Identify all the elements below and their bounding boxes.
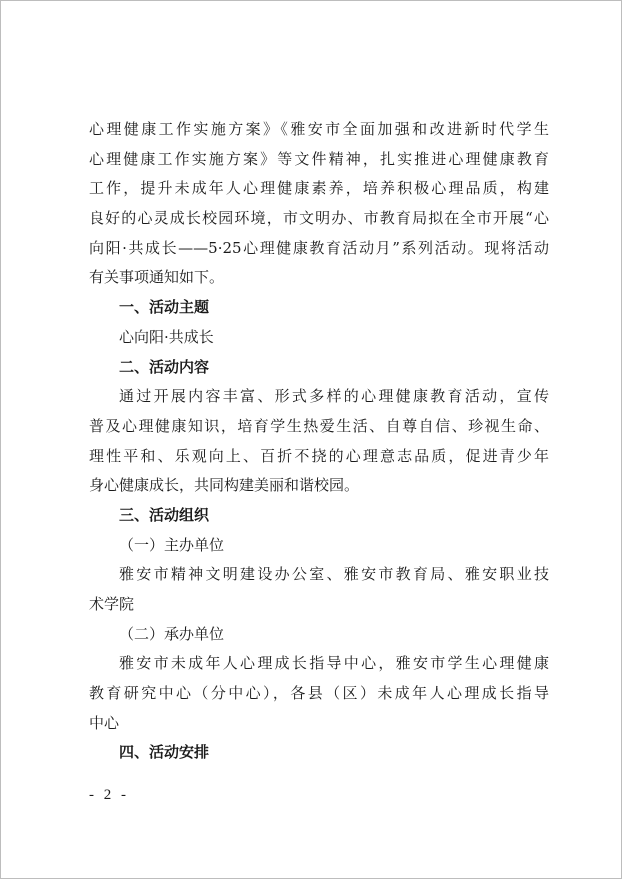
page-number: - 2 - bbox=[89, 787, 129, 803]
document-body bbox=[89, 115, 549, 768]
section-heading-schedule: 四、活动安排 bbox=[119, 743, 210, 762]
intro-line: 心理健康工作实施方案》《雅安市全面加强和改进新时代学生 bbox=[89, 120, 549, 138]
host-line: 术学院 bbox=[89, 595, 135, 613]
subheading-organizer: （二）承办单位 bbox=[119, 624, 225, 643]
host-line: 雅安市精神文明建设办公室、雅安市教育局、雅安职业技 bbox=[119, 565, 549, 584]
content-line: 普及心理健康知识，培育学生热爱生活、自尊自信、珍视生命、 bbox=[89, 416, 549, 435]
intro-line: 有关事项通知如下。 bbox=[89, 268, 225, 287]
organizer-line: 教育研究中心（分中心），各县（区）未成年人心理成长指导 bbox=[89, 684, 549, 703]
intro-line: 心理健康工作实施方案》等文件精神，扎实推进心理健康教育 bbox=[89, 149, 549, 168]
section-heading-theme: 一、活动主题 bbox=[119, 298, 210, 317]
subheading-host: （一）主办单位 bbox=[119, 535, 225, 554]
content-line: 理性平和、乐观向上、百折不挠的心理意志品质，促进青少年 bbox=[89, 446, 549, 465]
intro-line: 向阳·共成长——5·25心理健康教育活动月”系列活动。现将活动 bbox=[89, 238, 549, 257]
content-line: 身心健康成长，共同构建美丽和谐校园。 bbox=[89, 476, 360, 495]
section-heading-content: 二、活动内容 bbox=[119, 357, 210, 376]
organizer-line: 雅安市未成年人心理成长指导中心，雅安市学生心理健康 bbox=[119, 654, 549, 673]
content-line: 通过开展内容丰富、形式多样的心理健康教育活动，宣传 bbox=[119, 387, 549, 406]
organizer-line: 中心 bbox=[89, 713, 120, 732]
activity-theme-text: 心向阳·共成长 bbox=[119, 327, 214, 346]
section-heading-organization: 三、活动组织 bbox=[119, 505, 210, 524]
intro-line: 工作，提升未成年人心理健康素养，培养积极心理品质，构建 bbox=[89, 179, 549, 198]
intro-line: 良好的心灵成长校园环境，市文明办、市教育局拟在全市开展“心 bbox=[89, 209, 549, 228]
